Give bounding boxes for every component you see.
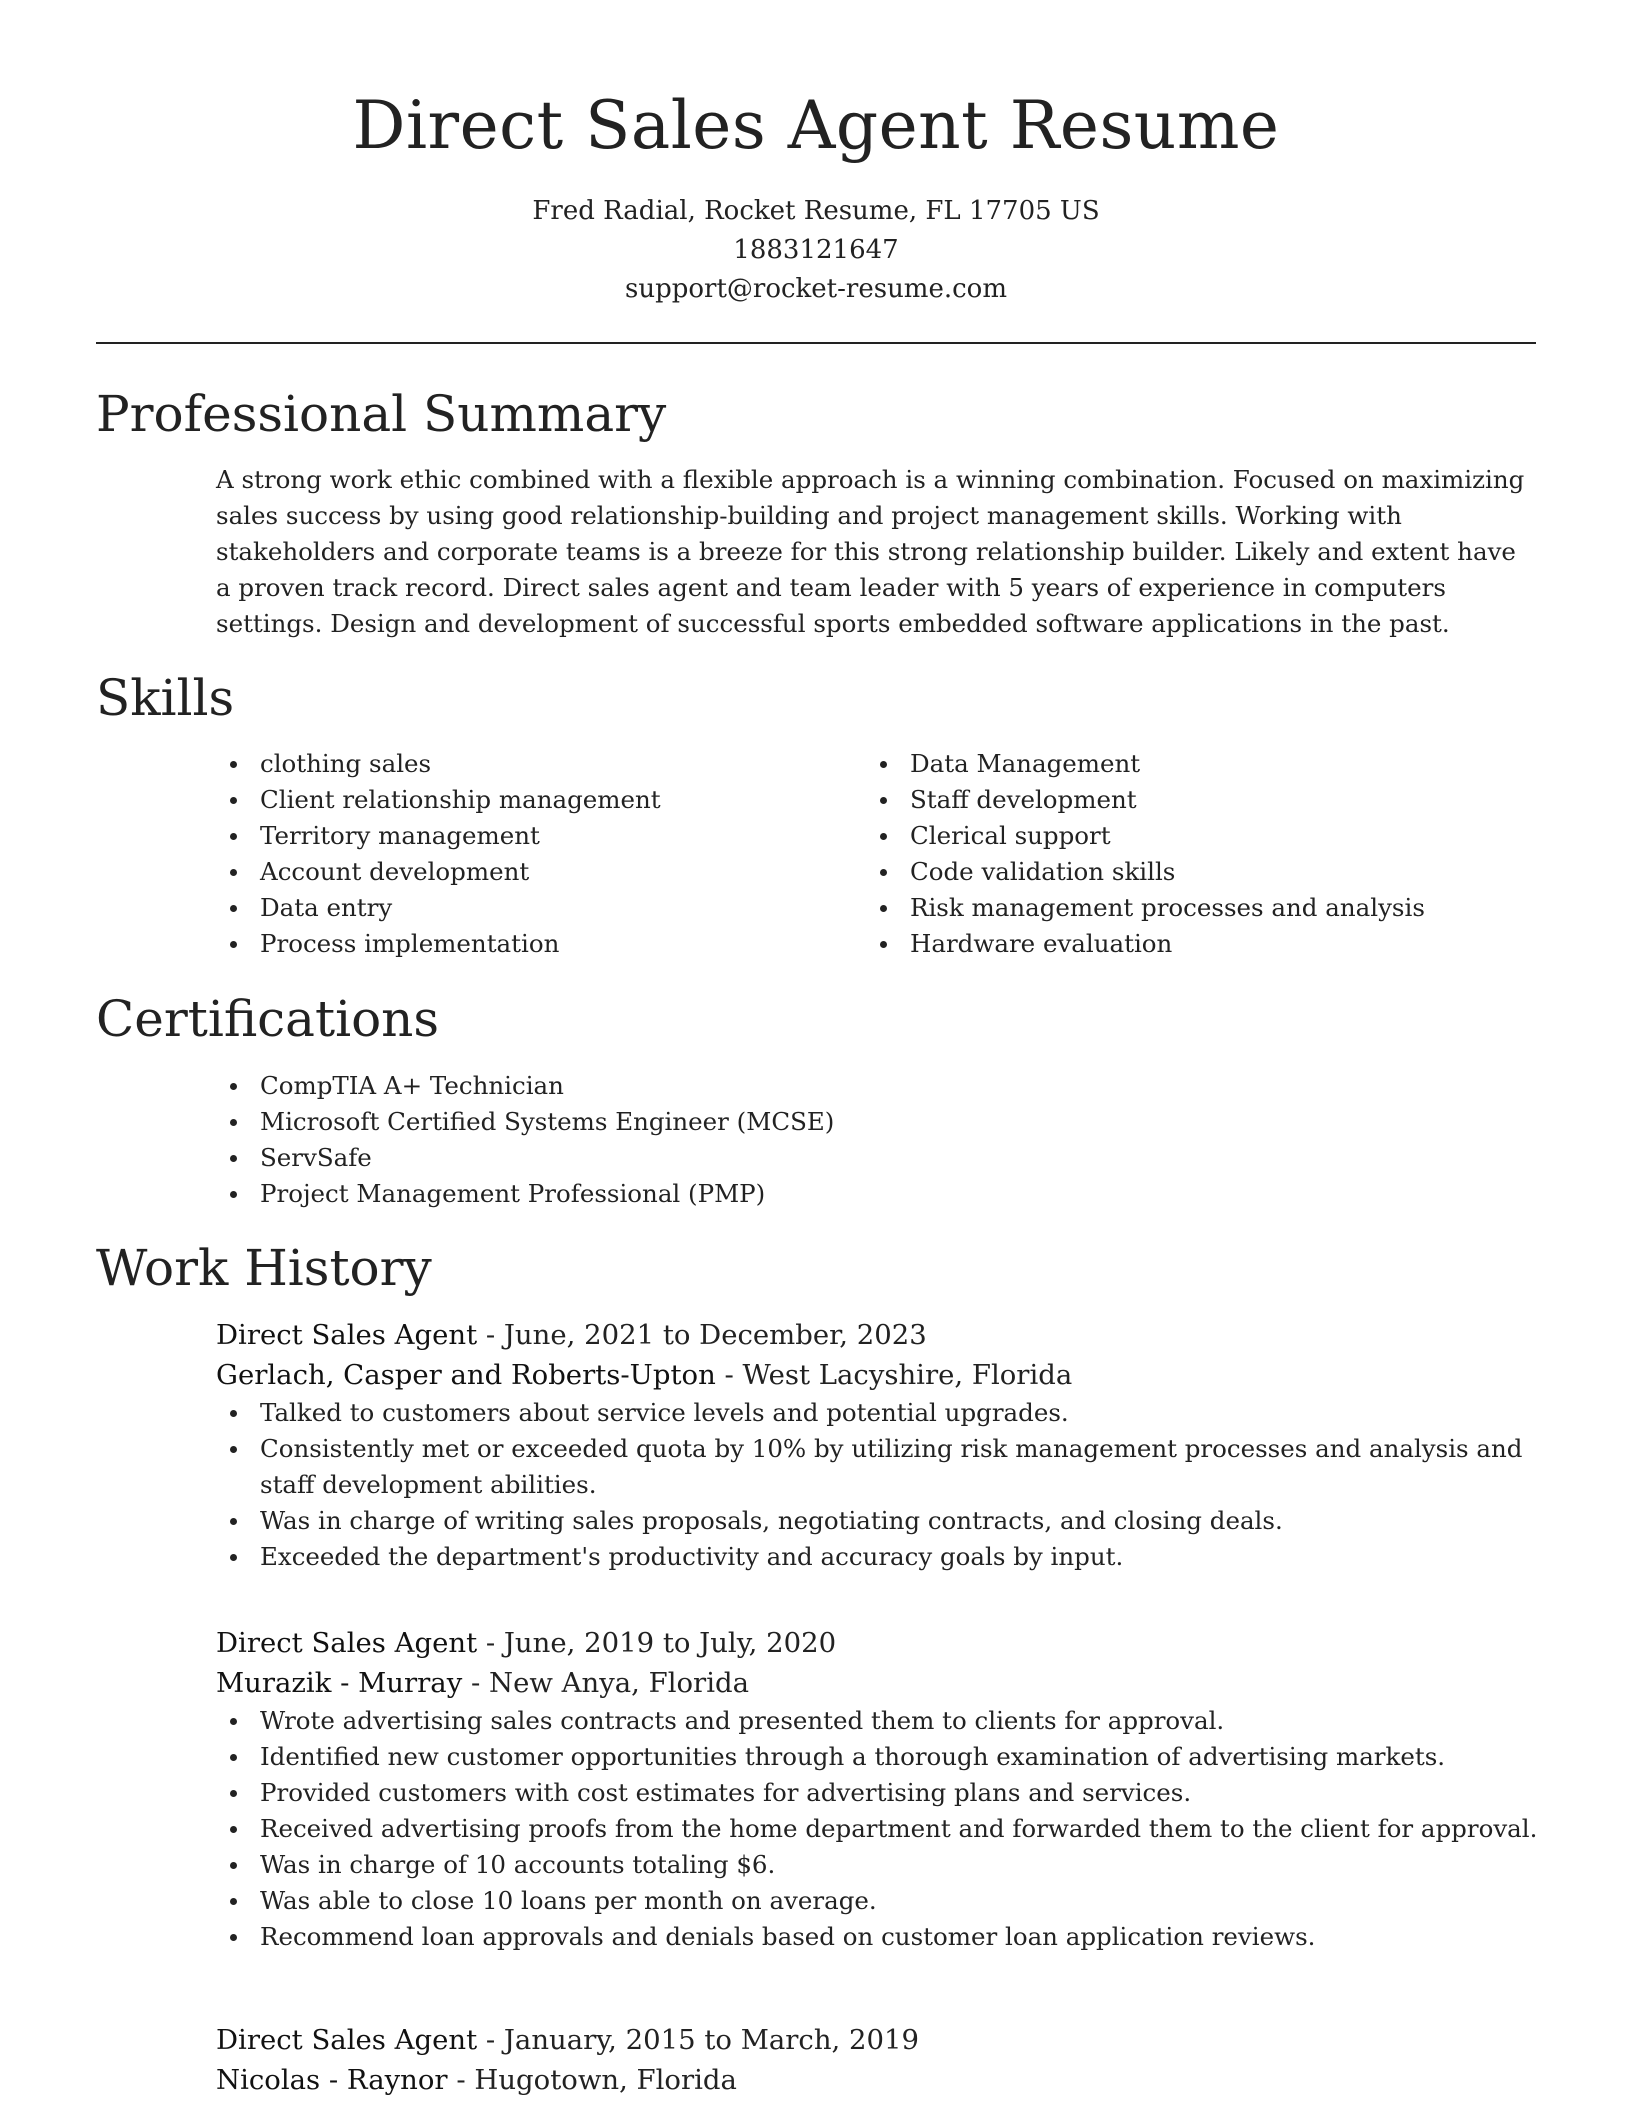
job-duty: Provided customers with cost estimates for advertising plans and services. bbox=[260, 1775, 1538, 1811]
skill-item: Territory management bbox=[260, 818, 856, 854]
skill-item: Hardware evaluation bbox=[910, 926, 1526, 962]
job-entry bbox=[216, 2020, 1538, 2100]
certification-item: Project Management Professional (PMP) bbox=[260, 1176, 1516, 1212]
skills-list-right bbox=[866, 746, 1526, 962]
job-duty: Wrote advertising sales contracts and presented them to clients for approval. bbox=[260, 1703, 1538, 1739]
header-divider bbox=[96, 342, 1536, 344]
job-duty: Was in charge of writing sales proposals, negotiating contracts, and closing deals. bbox=[260, 1503, 1538, 1539]
job-duty: Recommend loan approvals and denials based on customer loan application reviews. bbox=[260, 1919, 1538, 1955]
skill-item: Process implementation bbox=[260, 926, 856, 962]
skill-item: Risk management processes and analysis bbox=[910, 890, 1526, 926]
job-title-line bbox=[216, 2020, 1538, 2060]
job-company: Nicolas - Raynor bbox=[216, 2064, 448, 2096]
job-company: Gerlach, Casper and Roberts-Upton bbox=[216, 1359, 716, 1391]
job-duty: Received advertising proofs from the home department and forwarded them to the client for approval. bbox=[260, 1811, 1538, 1847]
skill-item: Code validation skills bbox=[910, 854, 1526, 890]
job-duty: Identified new customer opportunities through a thorough examination of advertising markets. bbox=[260, 1739, 1538, 1775]
job-dates: - June, 2019 to July, 2020 bbox=[477, 1627, 837, 1659]
job-title-line bbox=[216, 1623, 1538, 1663]
resume-header bbox=[96, 78, 1536, 309]
job-company-line bbox=[216, 2060, 1538, 2100]
job-entry bbox=[216, 1623, 1538, 1955]
skills-column-left bbox=[216, 746, 856, 962]
certification-item: CompTIA A+ Technician bbox=[260, 1068, 1516, 1104]
job-company: Murazik - Murray bbox=[216, 1667, 463, 1699]
skill-item: Clerical support bbox=[910, 818, 1526, 854]
job-duty: Exceeded the department's productivity and accuracy goals by input. bbox=[260, 1539, 1538, 1575]
job-location: - New Anya, Florida bbox=[462, 1667, 749, 1699]
job-location: - Hugotown, Florida bbox=[447, 2064, 737, 2096]
skills-column-right bbox=[866, 746, 1526, 962]
job-title: Direct Sales Agent bbox=[216, 1319, 478, 1351]
skill-item: Client relationship management bbox=[260, 782, 856, 818]
skills-heading: Skills bbox=[96, 669, 235, 727]
job-dates: - January, 2015 to March, 2019 bbox=[477, 2024, 920, 2056]
certifications-section bbox=[216, 1068, 1516, 1212]
contact-address: Fred Radial, Rocket Resume, FL 17705 US bbox=[532, 196, 1100, 226]
job-company-line bbox=[216, 1355, 1538, 1395]
job-dates: - June, 2021 to December, 2023 bbox=[477, 1319, 927, 1351]
job-duties-list bbox=[216, 1703, 1538, 1955]
job-company-line bbox=[216, 1663, 1538, 1703]
contact-email: support@rocket-resume.com bbox=[624, 274, 1007, 304]
skill-item: clothing sales bbox=[260, 746, 856, 782]
skill-item: Staff development bbox=[910, 782, 1526, 818]
skill-item: Data Management bbox=[910, 746, 1526, 782]
job-location: - West Lacyshire, Florida bbox=[715, 1359, 1073, 1391]
work-history-heading: Work History bbox=[96, 1239, 432, 1297]
job-duty: Talked to customers about service levels and potential upgrades. bbox=[260, 1395, 1538, 1431]
skill-item: Account development bbox=[260, 854, 856, 890]
job-duty: Was in charge of 10 accounts totaling $6. bbox=[260, 1847, 1538, 1883]
skill-item: Data entry bbox=[260, 890, 856, 926]
job-title: Direct Sales Agent bbox=[216, 1627, 478, 1659]
summary-heading: Professional Summary bbox=[96, 385, 667, 443]
job-duty: Was able to close 10 loans per month on average. bbox=[260, 1883, 1538, 1919]
certification-item: ServSafe bbox=[260, 1140, 1516, 1176]
job-duty: Consistently met or exceeded quota by 10% by utilizing risk management processes and analysis and staff development abilities. bbox=[260, 1431, 1538, 1503]
certifications-list bbox=[216, 1068, 1516, 1212]
job-title: Direct Sales Agent bbox=[216, 2024, 478, 2056]
summary-text: A strong work ethic combined with a flexible approach is a winning combination. Focused on maximizing sales success by using good relationship-building and project management skills. Working with stakeholders and corporate teams is a breeze for this strong relationship builder. Likely and extent have a proven track record. Direct sales agent and team leader with 5 years of experience in computers settings. Design and development of successful sports embedded software applications in the past. bbox=[216, 465, 1525, 638]
resume-title: Direct Sales Agent Resume bbox=[352, 87, 1280, 164]
certification-item: Microsoft Certified Systems Engineer (MCSE) bbox=[260, 1104, 1516, 1140]
certifications-heading: Certifications bbox=[96, 990, 440, 1048]
contact-phone: 1883121647 bbox=[733, 235, 899, 265]
job-duties-list bbox=[216, 1395, 1538, 1575]
job-title-line bbox=[216, 1315, 1538, 1355]
job-entry bbox=[216, 1315, 1538, 1575]
skills-list-left bbox=[216, 746, 856, 962]
